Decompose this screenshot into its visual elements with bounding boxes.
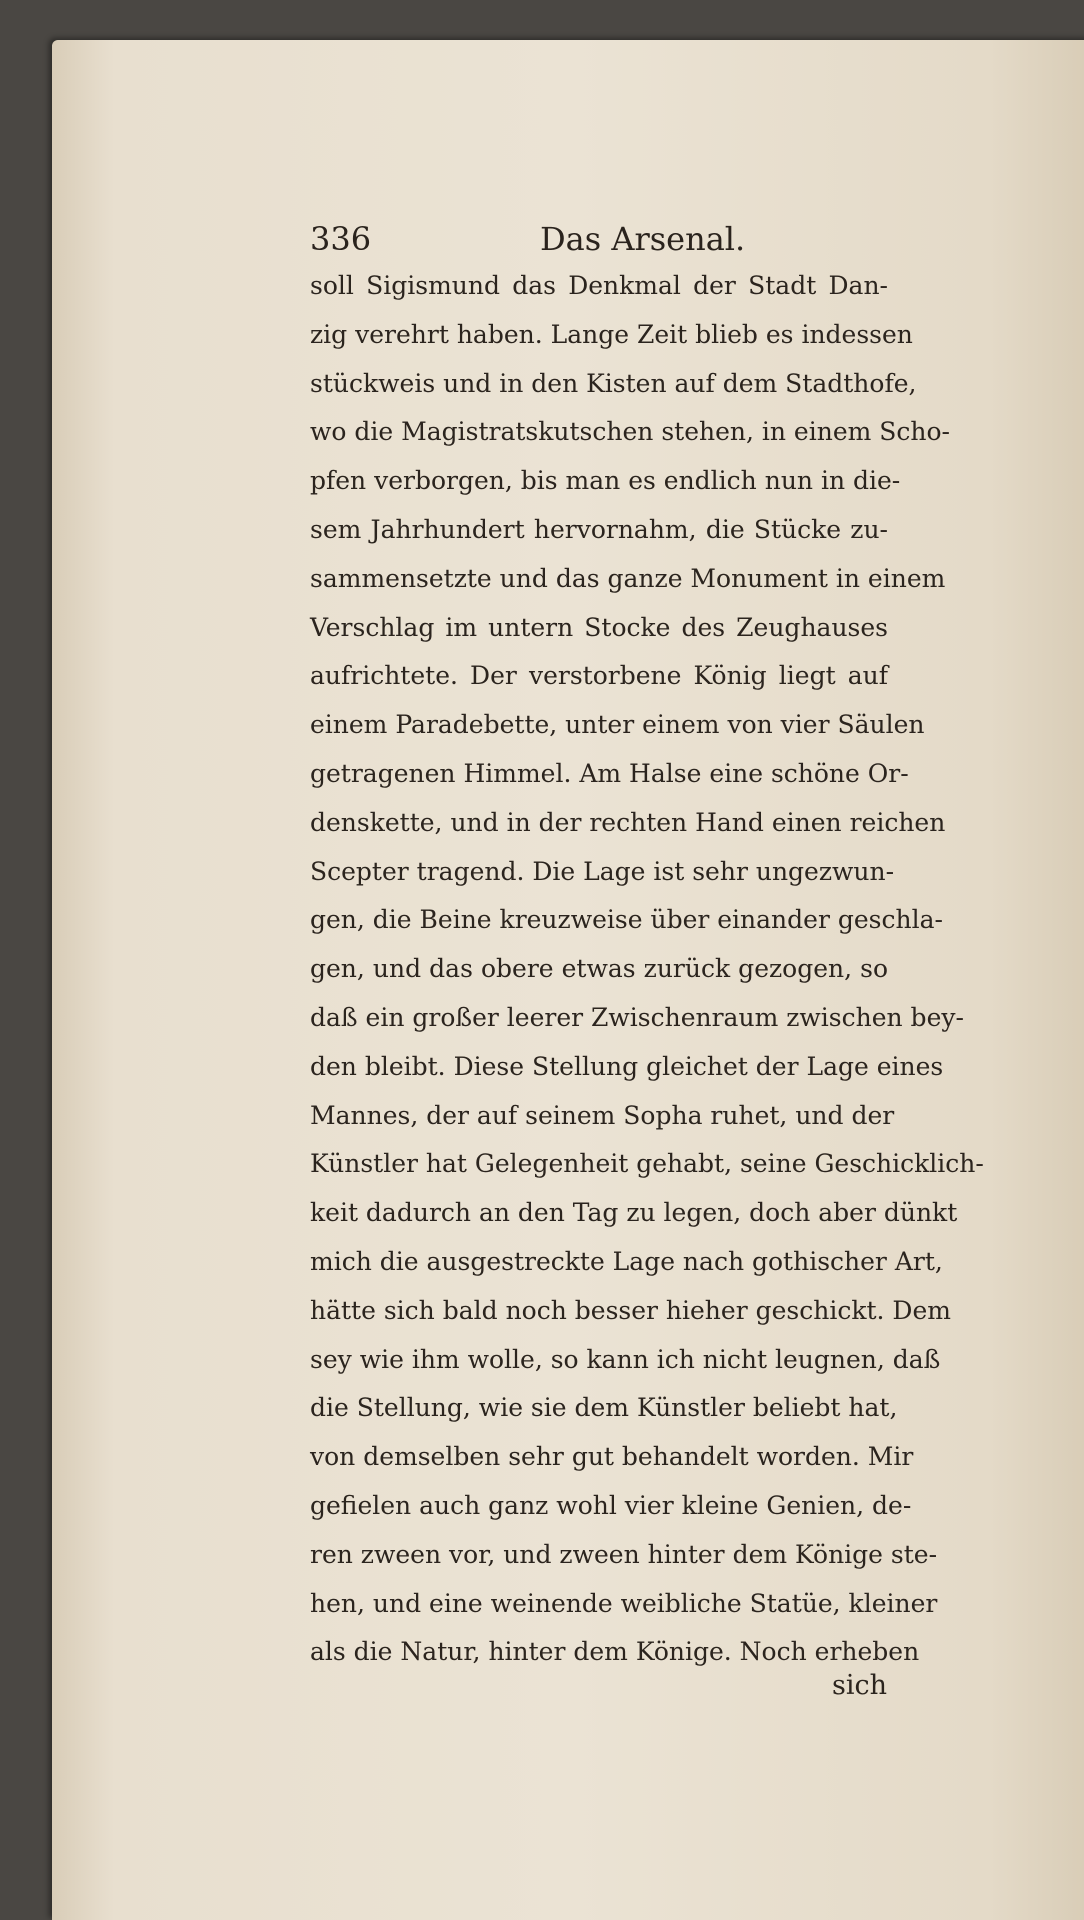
text-line: pfen verborgen, bis man es endlich nun in die- [310, 466, 901, 496]
text-line: einem Paradebette, unter einem von vier Säulen [310, 710, 925, 740]
text-line: Mannes, der auf seinem Sopha ruhet, und der [310, 1100, 895, 1130]
catchword: sich [832, 1670, 888, 1701]
text-line: ren zween vor, und zween hinter dem Könige ste- [310, 1539, 938, 1569]
text-line: mich die ausgestreckte Lage nach gothischer Art, [310, 1246, 943, 1276]
text-line: die Stellung, wie sie dem Künstler beliebt hat, [310, 1393, 898, 1423]
text-line: gen, die Beine kreuzweise über einander geschla- [310, 905, 943, 935]
text-line: getragenen Himmel. Am Halse eine schöne Or- [310, 758, 909, 788]
text-line: als die Natur, hinter dem Könige. Noch erheben [310, 1637, 920, 1667]
text-line: sey wie ihm wolle, so kann ich nicht leugnen, daß [310, 1344, 941, 1374]
book-page [52, 40, 1084, 1920]
text-line: gen, und das obere etwas zurück gezogen, so [310, 954, 888, 984]
text-line: aufrichtete. Der verstorbene König liegt auf [310, 661, 888, 691]
text-line: sammensetzte und das ganze Monument in einem [310, 563, 946, 593]
text-line: den bleibt. Diese Stellung gleichet der Lage eines [310, 1051, 944, 1081]
running-title: Das Arsenal. [540, 220, 746, 258]
text-line: von demselben sehr gut behandelt worden. Mir [310, 1442, 914, 1472]
text-line: stückweis und in den Kisten auf dem Stadthofe, [310, 368, 917, 398]
text-line: soll Sigismund das Denkmal der Stadt Dan- [310, 271, 888, 300]
page-number: 336 [310, 220, 372, 258]
text-line: Verschlag im untern Stocke des Zeughauses [310, 612, 888, 642]
text-line: sem Jahrhundert hervornahm, die Stücke zu- [310, 514, 888, 544]
text-line: Künstler hat Gelegenheit gehabt, seine Geschicklich- [310, 1149, 984, 1179]
text-line: daß ein großer leerer Zwischenraum zwischen bey- [310, 1002, 964, 1032]
text-line: Scepter tragend. Die Lage ist sehr ungezwun- [310, 856, 895, 886]
body-text [310, 262, 984, 1677]
text-line: gefielen auch ganz wohl vier kleine Genien, de- [310, 1490, 912, 1520]
text-line: keit dadurch an den Tag zu legen, doch aber dünkt [310, 1198, 958, 1228]
text-line: wo die Magistratskutschen stehen, in einem Scho- [310, 417, 950, 447]
text-line: denskette, und in der rechten Hand einen reichen [310, 807, 946, 837]
text-line: hen, und eine weinende weibliche Statüe, kleiner [310, 1588, 938, 1618]
text-line: hätte sich bald noch besser hieher geschickt. Dem [310, 1295, 951, 1325]
text-line: zig verehrt haben. Lange Zeit blieb es indessen [310, 319, 913, 349]
